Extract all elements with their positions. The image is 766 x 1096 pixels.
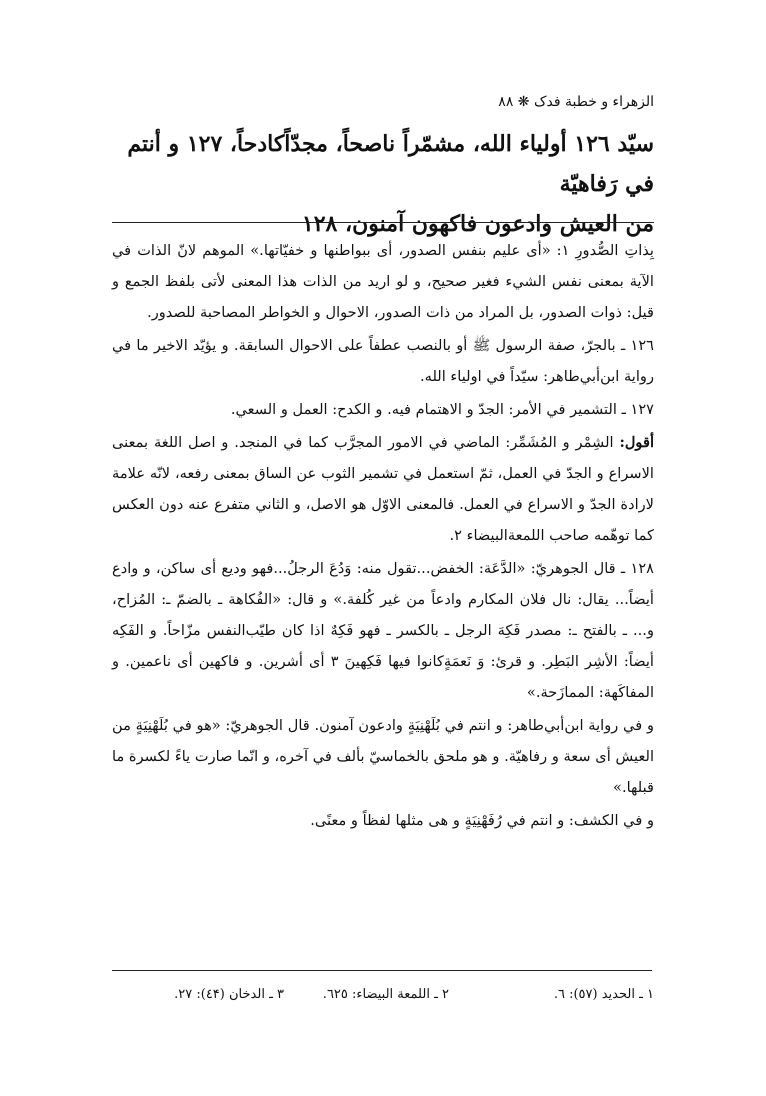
main-text	[104, 124, 654, 244]
note-aqul	[112, 427, 654, 551]
note-126: ١٢٦ ـ بالجرّ، صفة الرسول ﷺ أو بالنصب عطفاً على الاحوال السابقة. و يؤيّد الاخير ما في رواية ابن‌أبي‌طاهر: سيّداً في اولياء الله.	[112, 337, 654, 385]
footnote-3: ٣ ـ الدخان (٤۴): ٢٧.	[174, 987, 284, 1002]
footnote-2: ٢ ـ اللمعة البيضاء: ٦٢٥.	[322, 987, 449, 1002]
main-text-line-1: سيّد ١٢٦ أولياء الله، مشمّراً ناصحاً، مجدّاًكادحاً، ١٢٧ و أنتم في رَفاهيّة	[127, 131, 654, 197]
footnotes	[114, 984, 654, 1008]
aqul-text: الشِمْر و المُشَمِّر: الماضي في الامور المجرَّب كما في المنجد. و اصل اللغة بمعنى الاسراع و الجدّ في العمل، ثمّ استعمل في تشمير الثوب عن الساق بمعنى رفعه، لانّه علامة لارادة الجدّ و الاسراع في العمل. فالمعنى الاوّل هو الاصل، و الثاني متفرع عنه دون العكس كما توهّمه صاحب اللمعةالبيضاء ٢.	[112, 434, 654, 544]
note-128-riwaya: و في رواية ابن‌أبي‌طاهر: و انتم في بُلَهْنِيَةٍ وادعون آمنون. قال الجوهريّ: «هو في بُلَهْنِيَةٍ من العيش أى سعة و رفاهيّة. و هو ملحق بالخماسيّ بألف في آخره، و انّما صارت ياءً لكسرة ما قبلها.»	[112, 717, 654, 796]
footnote-separator	[112, 970, 652, 971]
paragraph-intro: بِذاتِ الصُّدورِ ١: «أى عليم بنفس الصدور، أى ببواطنها و خفيّاتها.» الموهم لانّ الذات في الآية بمعنى نفس الشيء فغير صحيح، و لو اريد من الذات هذا المعنى لأتى بلفظ الجمع و قيل: ذوات الصدور، بل المراد من ذات الصدور، الاحوال و الخواطر المصاحبة للصدور.	[112, 242, 654, 321]
commentary	[112, 235, 654, 838]
footnote-1: ١ ـ الحديد (٥٧): ٦.	[553, 987, 654, 1002]
aqul-label: أقول:	[619, 434, 654, 451]
note-128: ١٢٨ ـ قال الجوهريّ: «الدَّعَة: الخفض...تقول منه: وَدُعَ الرجلُ...فهو وديع أى ساكن، و وادع أيضاً... يقال: نال فلان المكارم وادعاً من غير كُلفة.» و قال: «الفُكاهة ـ بالضمّ ـ: المُزاح، و... ـ بالفتح ـ: مصدر فَكِهَ الرجل ـ بالكسر ـ فهو فَكِهٌ اذا كان طيّب‌النفس مزّاحاً. و الفَكِه أيضاً: الأشِر البَطِر. و قرئ: وَ نَعمَةٍكانوا فيها فَكِهينَ ٣ أى أشرين. و فاكهين أى ناعمين. و المفاكَهة: الممازَحة.»	[112, 560, 654, 701]
note-127: ١٢٧ ـ التشمير في الأمر: الجدّ و الاهتمام فيه. و الكدح: العمل و السعي.	[230, 401, 654, 418]
running-header: الزهراء و خطبة فدک ❋ ٨٨	[498, 94, 654, 110]
main-text-line-2: من العيش وادعون فاكهون آمنون، ١٢٨	[301, 211, 654, 237]
top-separator	[112, 222, 654, 223]
note-128-kashf: و في الكشف: و انتم في رُفَهْنِيَةٍ و هى مثلها لفظاً و معنًى.	[310, 812, 654, 829]
